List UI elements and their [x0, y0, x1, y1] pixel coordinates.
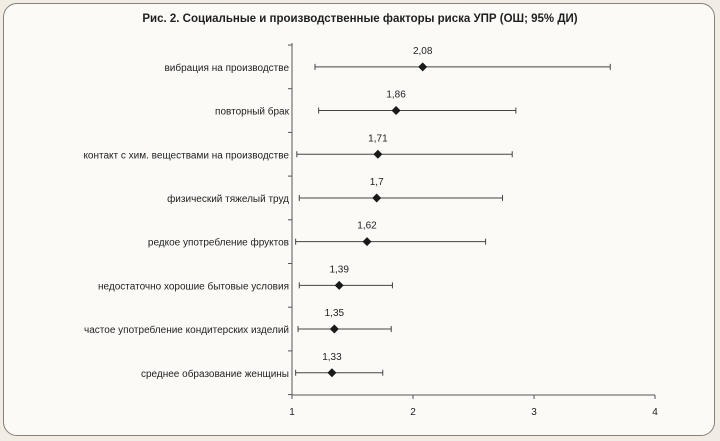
point-marker — [373, 150, 382, 159]
x-tick-label: 3 — [531, 407, 537, 418]
value-label: 1,7 — [369, 176, 384, 188]
value-label: 1,71 — [368, 133, 388, 145]
row-label: редкое употребление фруктов — [147, 237, 289, 249]
row-label: физический тяжелый труд — [167, 193, 289, 205]
value-label: 1,39 — [329, 264, 349, 276]
row-label: частое употребление кондитерских изделий — [84, 325, 289, 337]
row-label: контакт с хим. веществами на производстве — [83, 150, 289, 162]
x-tick-label: 2 — [410, 407, 416, 418]
chart-title: Рис. 2. Социальные и производственные факторы риска УПР (ОШ; 95% ДИ) — [142, 13, 578, 25]
row-label: повторный брак — [215, 106, 289, 118]
row-label: среднее образование женщины — [140, 368, 289, 380]
point-marker — [418, 62, 427, 71]
point-marker — [330, 325, 339, 334]
value-label: 1,86 — [386, 89, 406, 101]
point-marker — [372, 193, 381, 202]
x-tick-label: 1 — [289, 407, 295, 418]
point-marker — [363, 237, 372, 246]
point-marker — [392, 106, 401, 115]
value-label: 2,08 — [412, 45, 433, 57]
row-label: недостаточно хорошие бытовые условия — [98, 281, 289, 293]
value-label: 1,62 — [357, 220, 377, 232]
value-label: 1,35 — [324, 308, 345, 320]
row-label: вибрация на производстве — [164, 62, 289, 74]
point-marker — [327, 368, 336, 377]
value-label: 1,33 — [322, 351, 342, 363]
x-tick-label: 4 — [652, 407, 658, 418]
point-marker — [335, 281, 344, 290]
